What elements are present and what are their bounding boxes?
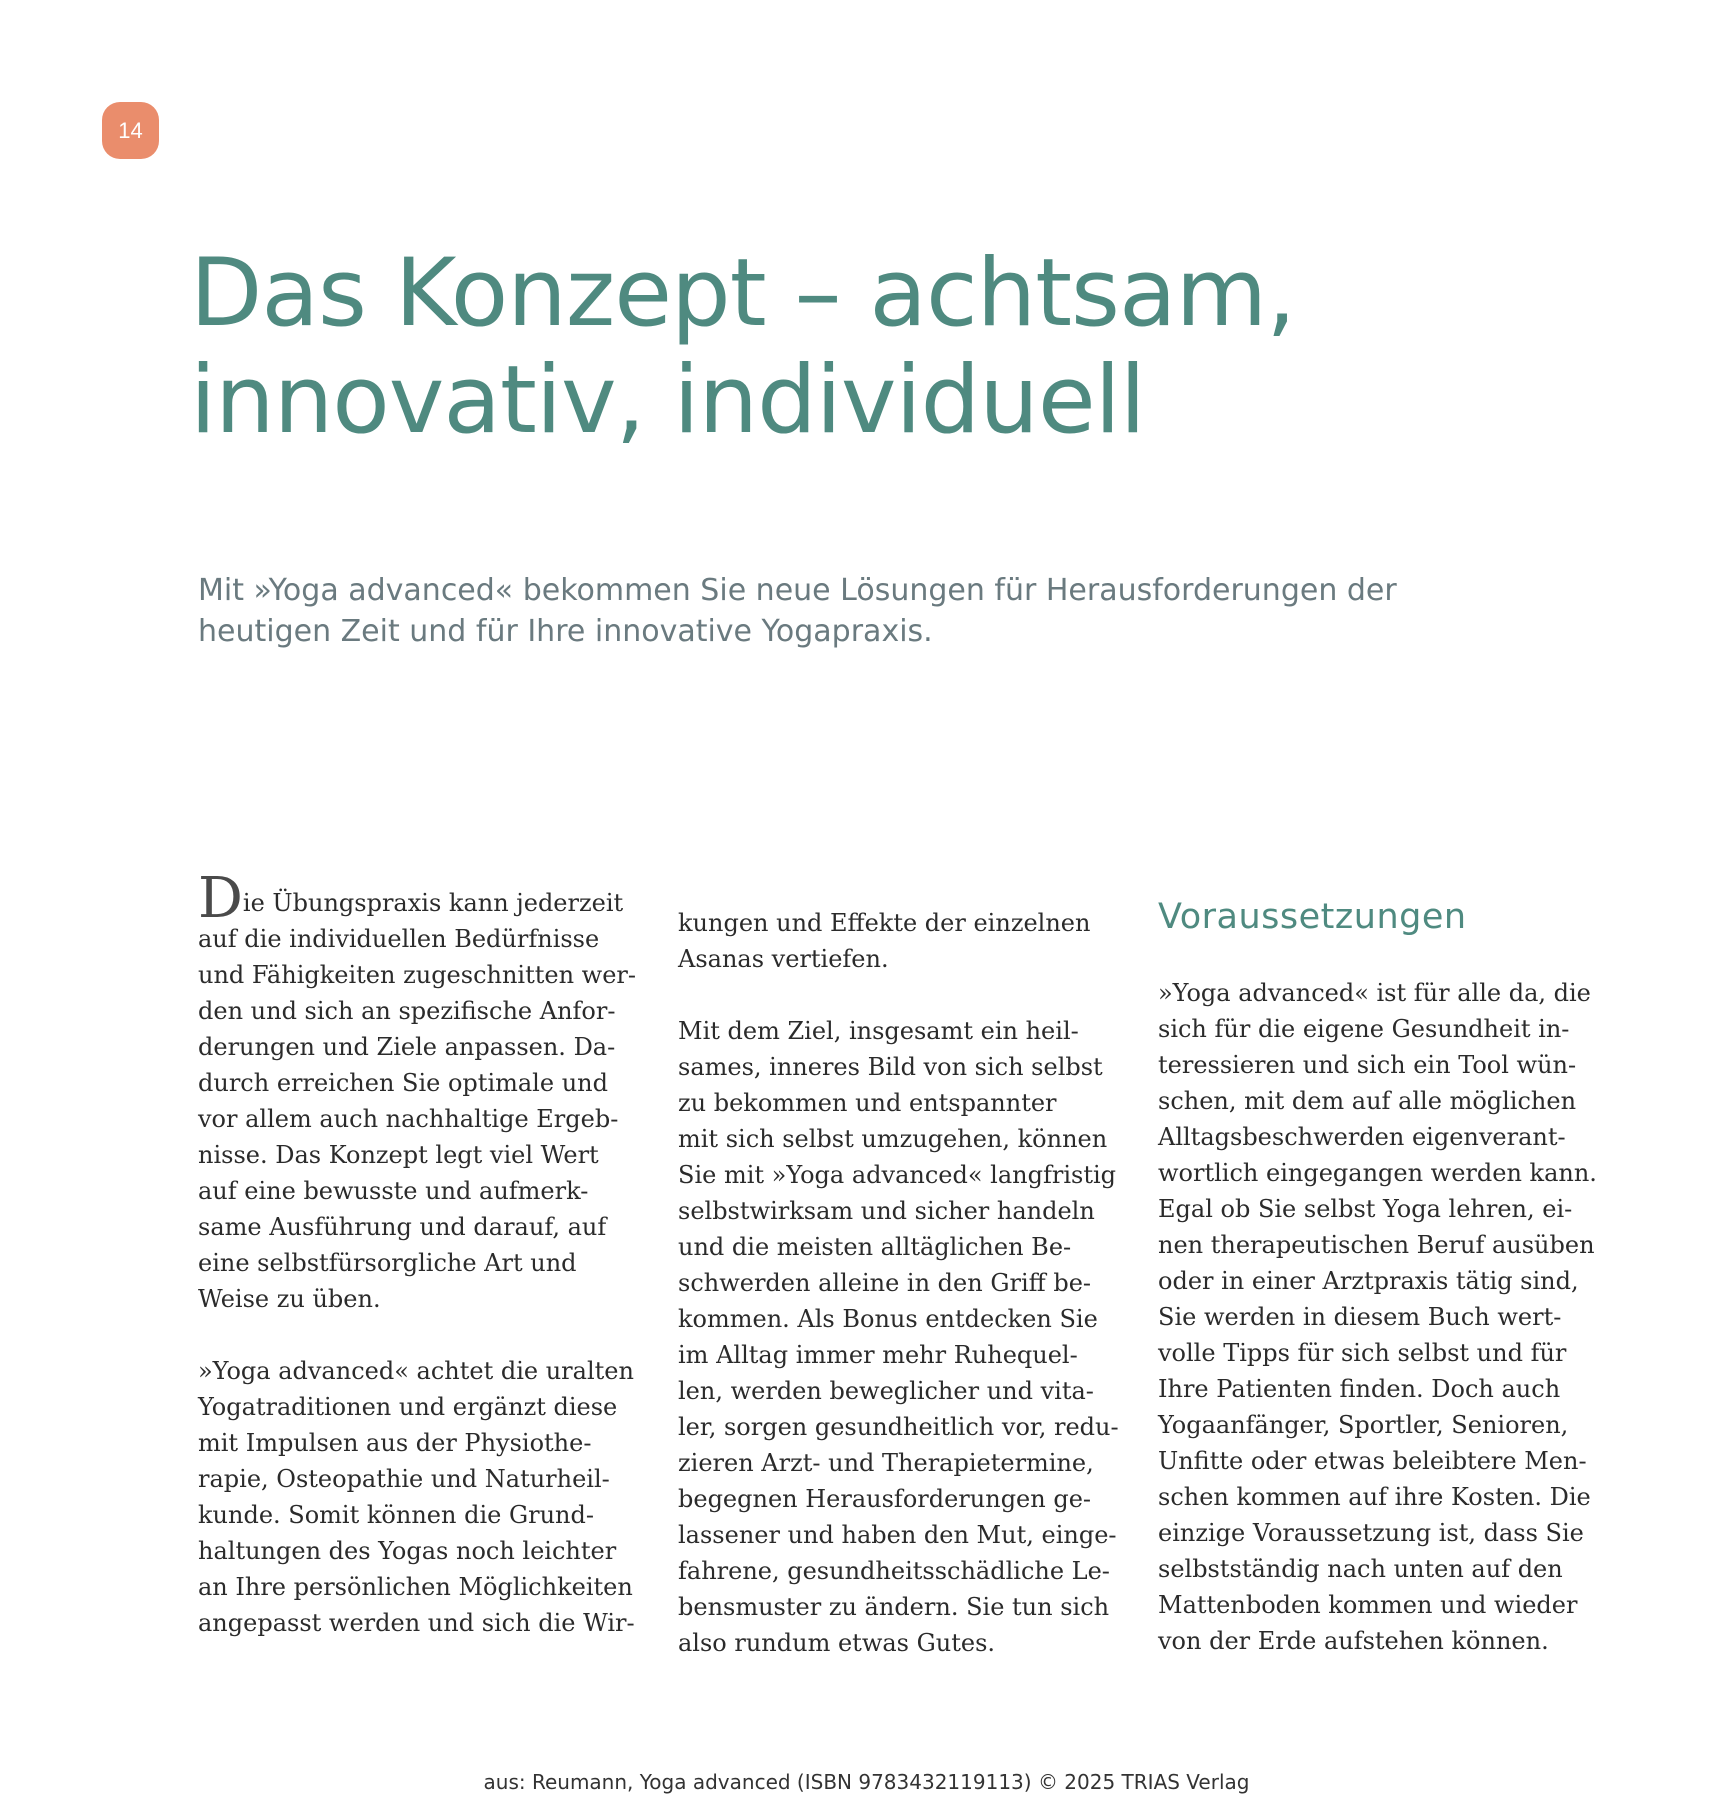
paragraph (678, 905, 1119, 977)
text-line: Asanas vertiefen. (678, 945, 889, 973)
text-line: Ihre Patienten finden. Doch auch (1158, 1375, 1561, 1403)
page-title (190, 240, 1295, 454)
text-line: zu bekommen und entspannter (678, 1089, 1057, 1117)
text-line: len, werden beweglicher und vita- (678, 1377, 1094, 1405)
text-line: einzige Voraussetzung ist, dass Sie (1158, 1519, 1584, 1547)
text-line: kommen. Als Bonus entdecken Sie (678, 1305, 1098, 1333)
text-line: bensmuster zu ändern. Sie tun sich (678, 1593, 1110, 1621)
text-line: Sie mit »Yoga advanced« langfristig (678, 1161, 1116, 1189)
text-line: haltungen des Yogas noch leichter (198, 1537, 617, 1565)
drop-cap: D (198, 866, 243, 931)
text-line: sames, inneres Bild von sich selbst (678, 1053, 1103, 1081)
text-line: Egal ob Sie selbst Yoga lehren, ei- (1158, 1195, 1573, 1223)
text-line: und die meisten alltäglichen Be- (678, 1233, 1072, 1261)
text-line: »Yoga advanced« ist für alle da, die (1158, 979, 1591, 1007)
title-line: Das Konzept – achtsam, (190, 239, 1296, 348)
text-line: auf eine bewusste und aufmerk- (198, 1177, 589, 1205)
text-line: kunde. Somit können die Grund- (198, 1501, 594, 1529)
paragraph (198, 1353, 636, 1641)
text-line: oder in einer Arztpraxis tätig sind, (1158, 1267, 1579, 1295)
text-line: nen therapeutischen Beruf ausüben (1158, 1231, 1595, 1259)
text-line: im Alltag immer mehr Ruhequel- (678, 1341, 1078, 1369)
text-line: zieren Arzt- und Therapietermine, (678, 1449, 1094, 1477)
first-line-text: ie Übungspraxis kann jederzeit (242, 889, 624, 917)
intro-line: heutigen Zeit und für Ihre innovative Yogapraxis. (198, 614, 933, 649)
text-line: same Ausführung und darauf, auf (198, 1213, 607, 1241)
intro-line: Mit »Yoga advanced« bekommen Sie neue Lösungen für Herausforderungen der (198, 573, 1397, 608)
text-line: derungen und Ziele anpassen. Da- (198, 1033, 616, 1061)
paragraph (198, 921, 636, 1317)
text-line: von der Erde aufstehen können. (1158, 1627, 1549, 1655)
text-line: »Yoga advanced« achtet die uralten (198, 1357, 634, 1385)
text-line: Weise zu üben. (198, 1285, 381, 1313)
text-line: angepasst werden und sich die Wir- (198, 1609, 635, 1637)
text-column-3 (1158, 975, 1597, 1659)
first-line (198, 866, 636, 931)
text-line: begegnen Herausforderungen ge- (678, 1485, 1092, 1513)
text-line: selbstwirksam und sicher handeln (678, 1197, 1095, 1225)
text-line: kungen und Effekte der einzelnen (678, 909, 1091, 937)
text-line: nisse. Das Konzept legt viel Wert (198, 1141, 599, 1169)
text-line: schwerden alleine in den Griff be- (678, 1269, 1092, 1297)
text-line: selbstständig nach unten auf den (1158, 1555, 1563, 1583)
text-line: rapie, Osteopathie und Naturheil- (198, 1465, 610, 1493)
title-line: innovativ, individuell (190, 346, 1145, 455)
text-line: und Fähigkeiten zugeschnitten wer- (198, 961, 637, 989)
text-column-2 (678, 905, 1119, 1661)
text-line: sich für die eigene Gesundheit in- (1158, 1015, 1570, 1043)
text-column-1 (198, 866, 637, 1641)
footer-citation: aus: Reumann, Yoga advanced (ISBN 9783432119113) © 2025 TRIAS Verlag (483, 1770, 1250, 1794)
text-line: fahrene, gesundheitsschädliche Le- (678, 1557, 1110, 1585)
text-line: eine selbstfürsorgliche Art und (198, 1249, 577, 1277)
text-line: vor allem auch nachhaltige Ergeb- (198, 1105, 619, 1133)
text-line: auf die individuellen Bedürfnisse (198, 925, 600, 953)
intro-paragraph (198, 570, 1397, 652)
text-line: Unfitte oder etwas beleibtere Men- (1158, 1447, 1587, 1475)
text-line: volle Tipps für sich selbst und für (1158, 1339, 1567, 1367)
text-line: lassener und haben den Mut, einge- (678, 1521, 1117, 1549)
section-heading: Voraussetzungen (1158, 897, 1467, 937)
text-line: Yogaanfänger, Sportler, Senioren, (1158, 1411, 1569, 1439)
text-line: schen kommen auf ihre Kosten. Die (1158, 1483, 1591, 1511)
text-line: Yogatraditionen und ergänzt diese (198, 1393, 618, 1421)
text-line: teressieren und sich ein Tool wün- (1158, 1051, 1577, 1079)
text-line: den und sich an spezifische Anfor- (198, 997, 616, 1025)
text-line: Alltagsbeschwerden eigenverant- (1158, 1123, 1566, 1151)
text-line: mit Impulsen aus der Physiothe- (198, 1429, 592, 1457)
text-line: Sie werden in diesem Buch wert- (1158, 1303, 1562, 1331)
page-number-badge: 14 (102, 102, 159, 159)
paragraph (1158, 975, 1597, 1659)
text-line: Mit dem Ziel, insgesamt ein heil- (678, 1017, 1079, 1045)
text-line: also rundum etwas Gutes. (678, 1629, 996, 1657)
paragraph (678, 1013, 1119, 1661)
text-line: durch erreichen Sie optimale und (198, 1069, 608, 1097)
text-line: mit sich selbst umzugehen, können (678, 1125, 1108, 1153)
text-line: schen, mit dem auf alle möglichen (1158, 1087, 1577, 1115)
text-line: an Ihre persönlichen Möglichkeiten (198, 1573, 633, 1601)
text-line: Mattenboden kommen und wieder (1158, 1591, 1578, 1619)
text-line: ler, sorgen gesundheitlich vor, redu- (678, 1413, 1119, 1441)
text-line: wortlich eingegangen werden kann. (1158, 1159, 1597, 1187)
